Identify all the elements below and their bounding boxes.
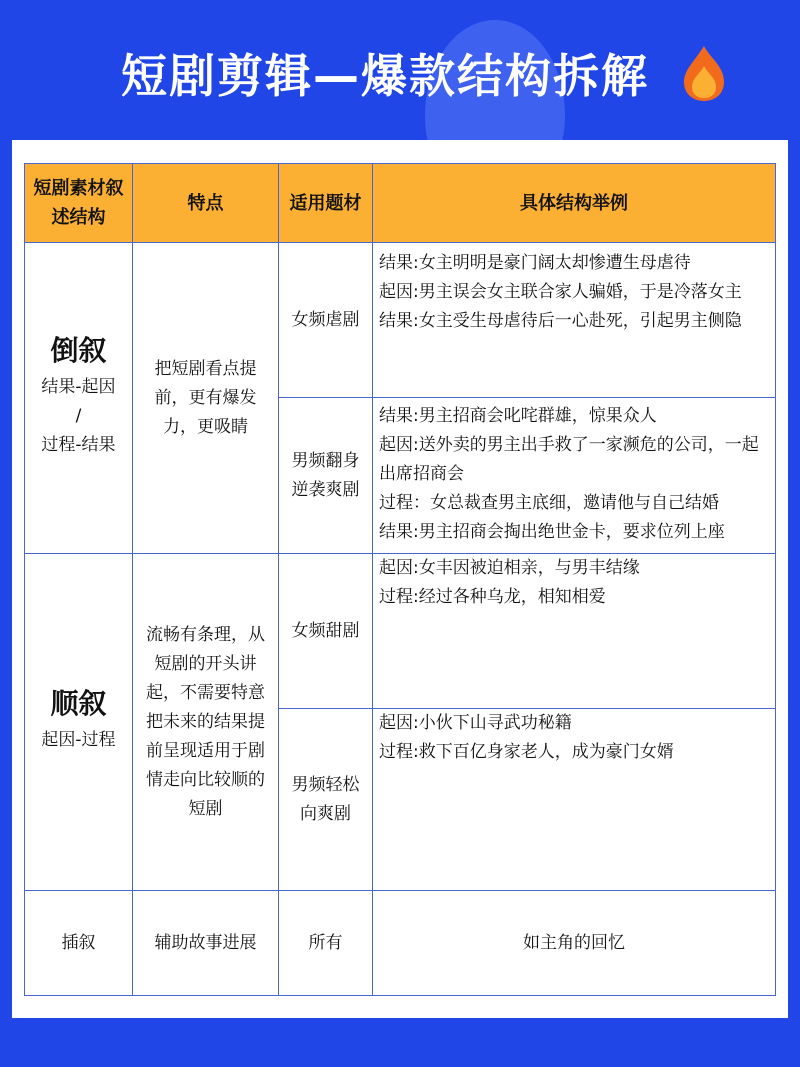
example-cell <box>372 242 776 398</box>
structure-name: 倒叙 <box>50 334 107 367</box>
example-line: 过程:经过各种乌龙，相知相爱 <box>379 587 606 607</box>
genre-cell: 女频甜剧 <box>278 553 373 709</box>
header-feature: 特点 <box>132 163 279 243</box>
example-cell: 如主角的回忆 <box>372 890 776 996</box>
example-line: 结果:男主招商会叱咤群雄，惊果众人 <box>379 406 657 426</box>
structure-name: 顺叙 <box>50 687 107 720</box>
structure-flashback <box>24 242 133 554</box>
feature-cell: 把短剧看点提前，更有爆发力，更吸睛 <box>132 242 279 554</box>
structure-pattern: 过程-结果 <box>41 435 116 455</box>
example-cell <box>372 397 776 554</box>
genre-cell: 男频轻松向爽剧 <box>278 708 373 891</box>
example-line: 起因:小伙下山寻武功秘籍 <box>379 713 572 733</box>
example-line: 起因:送外卖的男主出手救了一家濒危的公司，一起出席招商会 <box>379 435 759 484</box>
example-line: 结果:女主明明是豪门阔太却惨遭生母虐待 <box>379 253 691 273</box>
structure-pattern: / <box>75 406 82 426</box>
structure-chronological <box>24 553 133 891</box>
example-line: 过程:救下百亿身家老人，成为豪门女婿 <box>379 742 674 762</box>
header-example: 具体结构举例 <box>372 163 776 243</box>
structure-pattern: 结果-起因 <box>41 377 116 397</box>
example-line: 起因:男主误会女主联合家人骗婚，于是冷落女主 <box>379 282 742 302</box>
genre-cell: 男频翻身逆袭爽剧 <box>278 397 373 554</box>
header-genre: 适用题材 <box>278 163 373 243</box>
feature-cell: 流畅有条理，从短剧的开头讲起，不需要特意把未来的结果提前呈现适用于剧情走向比较顺的短剧 <box>132 553 279 891</box>
feature-cell: 辅助故事进展 <box>132 890 279 996</box>
example-line: 起因:女丰因被迫相亲，与男丰结缘 <box>379 558 640 578</box>
example-line: 结果:女主受生母虐待后一心赴死，引起男主侧隐 <box>379 311 742 331</box>
example-cell <box>372 708 776 891</box>
structure-interpolation: 插叙 <box>24 890 133 996</box>
page-title: 短剧剪辑—爆款结构拆解 <box>121 49 649 103</box>
example-cell <box>372 553 776 709</box>
fire-icon <box>680 44 728 102</box>
header-structure: 短剧素材叙述结构 <box>24 163 133 243</box>
genre-cell: 女频虐剧 <box>278 242 373 398</box>
example-line: 过程：女总裁查男主底细，邀请他与自己结婚 <box>379 493 719 513</box>
genre-cell: 所有 <box>278 890 373 996</box>
structure-pattern: 起因-过程 <box>41 730 116 750</box>
example-line: 结果:男主招商会掏出绝世金卡，要求位列上座 <box>379 522 725 542</box>
